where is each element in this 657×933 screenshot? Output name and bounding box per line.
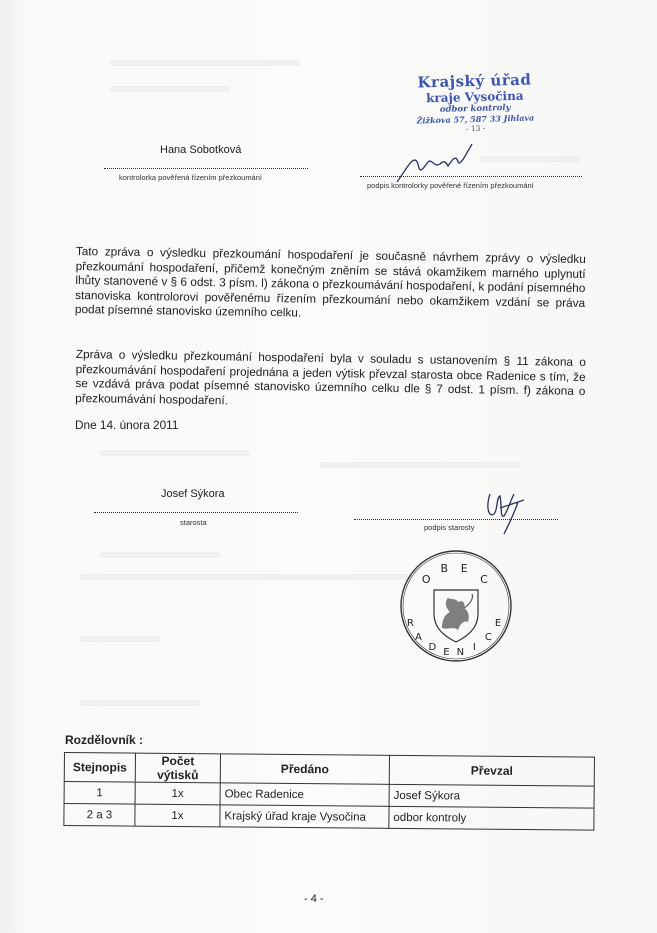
svg-text:O B E C <box>422 562 488 586</box>
stamp-letter: E <box>443 647 450 658</box>
stamp-letter: E <box>494 618 502 629</box>
bleed-through-mark <box>80 700 200 706</box>
mayor-handwritten-signature <box>478 488 538 538</box>
column-header: Počet výtisků <box>135 753 220 783</box>
column-header: Stejnopis <box>64 753 135 783</box>
page-number: - 4 - <box>304 893 324 905</box>
obec-radenice-stamp <box>398 548 514 664</box>
bleed-through-mark <box>110 86 230 92</box>
stamp-letter: B <box>440 562 449 575</box>
bleed-through-mark <box>320 462 520 468</box>
bleed-through-mark <box>480 156 580 162</box>
table-cell: Krajský úřad kraje Vysočina <box>220 805 389 828</box>
table-cell: Obec Radenice <box>220 783 389 806</box>
bleed-through-mark <box>100 450 250 456</box>
stamp-line-4: Žižkova 57, 587 33 Jihlava <box>416 112 535 126</box>
stamp-letter: D <box>428 642 437 653</box>
column-header: Převzal <box>389 755 594 786</box>
stamp-line-1: Krajský úřad <box>417 70 532 92</box>
bleed-through-mark <box>80 636 160 642</box>
document-date: Dne 14. února 2011 <box>75 418 179 432</box>
distribution-table <box>63 752 595 831</box>
paragraph-report-draft: Tato zpráva o výsledku přezkoumání hospodaření je současně návrhem zprávy o výsledku přezkoumání hospodaření, přičemž konečným zněním se stává okamžikem marného uplynutí lhůty stanovené v § 6 odst. 3 písm. l) zákona o přezkoumávání hospodaření, k podání písemného stanoviska kontrolorovi pověřenému řízením přezkoumání nebo okamžikem vzdání se práva podat písemné stanovisko územního celku. <box>74 244 586 320</box>
controller-signature-line <box>104 168 308 169</box>
table-header-row <box>64 753 594 787</box>
table-cell: 1 <box>64 782 135 805</box>
table-cell: Josef Sýkora <box>389 784 594 808</box>
stamp-letter: C <box>484 632 492 643</box>
mayor-signature-caption: podpis starosty <box>424 523 475 532</box>
controller-caption: kontrolorka pověřená řízením přezkoumání <box>119 173 262 182</box>
table-cell: 1x <box>135 804 220 827</box>
coat-of-arms-icon <box>434 590 478 642</box>
mayor-signature-line <box>94 512 298 513</box>
stamp-letter: O <box>421 573 431 586</box>
mayor-name: Josef Sýkora <box>161 488 225 500</box>
bleed-through-mark <box>80 574 410 580</box>
paragraph-report-discussed: Zpráva o výsledku přezkoumání hospodaření byla v souladu s ustanovením § 11 zákona o přezkoumávání hospodaření projednána a jeden výtisk převzal starosta obce Radenice s tím, že se vzdává práva podat písemné stanovisko územního celku dle § 7 odst. 1 písm. f) zákona o přezkoumávání hospodaření. <box>75 347 586 408</box>
controller-signature-caption: podpis kontrolorky pověřené řízením přezkoumání <box>367 181 534 190</box>
controller-signature-dotted-line <box>360 176 582 177</box>
distribution-title: Rozdělovník : <box>65 733 144 747</box>
stamp-letter: A <box>414 632 422 643</box>
bleed-through-mark <box>100 552 220 558</box>
table-row <box>64 804 594 831</box>
stamp-letter: R <box>406 618 414 629</box>
table-cell: odbor kontroly <box>389 806 594 830</box>
stamp-letter: N <box>456 647 465 658</box>
stamp-letter: C <box>480 573 488 586</box>
stamp-line-2: kraje Vysočina <box>425 88 524 106</box>
table-cell: 1x <box>135 782 220 805</box>
mayor-caption: starosta <box>180 518 207 527</box>
stamp-letter: I <box>472 642 476 653</box>
bleed-through-mark <box>110 60 300 66</box>
controller-name: Hana Sobotková <box>160 144 242 156</box>
column-header: Předáno <box>220 754 389 784</box>
stamp-line-3: odbor kontroly <box>439 103 511 115</box>
table-cell: 2 a 3 <box>64 804 135 827</box>
stamp-letter: E <box>460 562 468 575</box>
mayor-signature-dotted-line <box>354 519 558 520</box>
krajsky-urad-stamp <box>399 70 551 135</box>
stamp-line-5: - 13 - <box>465 123 486 134</box>
